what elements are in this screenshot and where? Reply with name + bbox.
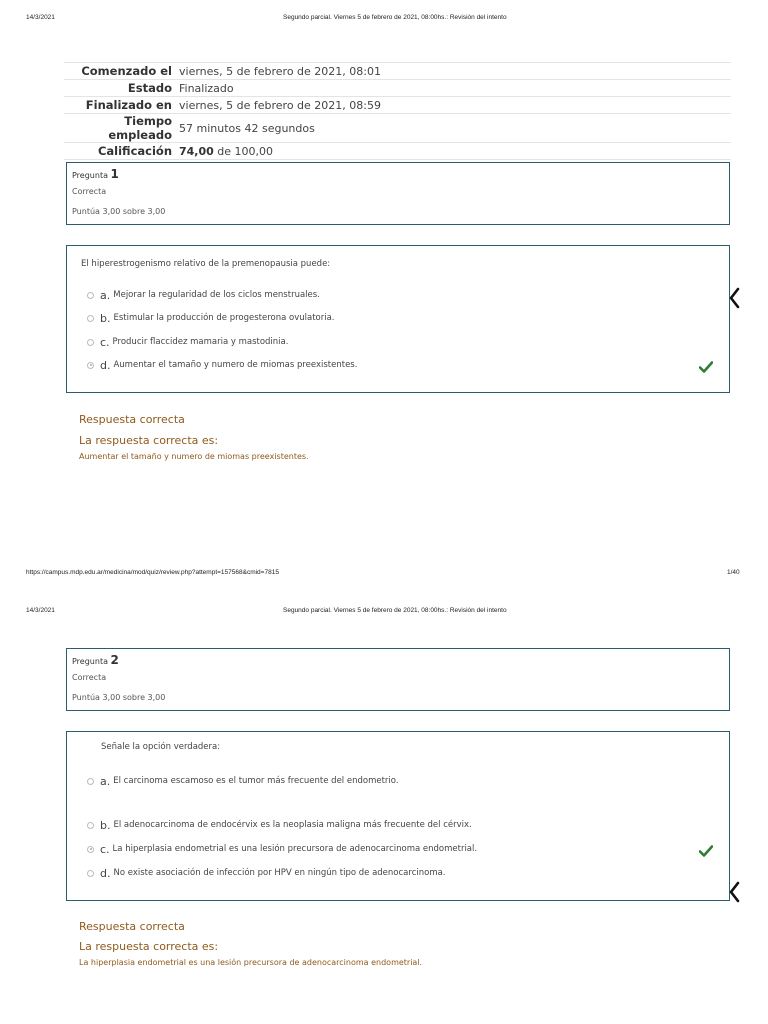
print-header-date: 14/3/2021 <box>26 607 55 614</box>
question-1-option-d[interactable] <box>87 359 357 371</box>
time-label: Tiempo empleado <box>64 114 179 143</box>
option-text: La hiperplasia endometrial es una lesión precursora de adenocarcinoma endometrial. <box>112 844 478 854</box>
question-1-option-c[interactable] <box>87 336 288 348</box>
finished-value: viernes, 5 de febrero de 2021, 08:59 <box>179 97 731 114</box>
option-text: Aumentar el tamaño y numero de miomas preexistentes. <box>113 360 358 370</box>
question-2-text: Señale la opción verdadera: <box>101 742 221 752</box>
question-1-option-a[interactable] <box>87 289 320 301</box>
radio-button[interactable] <box>87 339 94 346</box>
question-nav-toggle-icon[interactable] <box>719 278 749 318</box>
question-number-value: 2 <box>110 653 119 667</box>
question-1-grade: Puntúa 3,00 sobre 3,00 <box>72 207 166 216</box>
radio-button[interactable] <box>87 870 94 877</box>
time-value: 57 minutos 42 segundos <box>179 114 731 143</box>
question-2-option-a[interactable] <box>87 775 399 787</box>
question-2-info <box>66 648 730 711</box>
print-footer-page: 1/40 <box>727 569 740 576</box>
summary-row-grade <box>64 143 731 160</box>
summary-row-finished <box>64 97 731 114</box>
question-1-number <box>72 167 119 181</box>
question-2-feedback-answer: La hiperplasia endometrial es una lesión precursora de adenocarcinoma endometrial. <box>79 958 423 967</box>
state-value: Finalizado <box>179 80 731 97</box>
option-text: Estimular la producción de progesterona ovulatoria. <box>113 313 335 323</box>
option-letter: a. <box>100 288 111 302</box>
question-2-grade: Puntúa 3,00 sobre 3,00 <box>72 693 166 702</box>
option-letter: a. <box>100 774 111 788</box>
grade-label: Calificación <box>64 143 179 160</box>
print-footer-url: https://campus.mdp.edu.ar/medicina/mod/quiz/review.php?attempt=157568&cmid=7815 <box>26 569 279 576</box>
question-2-option-b[interactable] <box>87 819 472 831</box>
grade-value <box>179 143 731 160</box>
question-2-option-d[interactable] <box>87 867 446 879</box>
option-text: No existe asociación de infección por HPV en ningún tipo de adenocarcinoma. <box>113 868 446 878</box>
radio-button[interactable] <box>87 292 94 299</box>
question-2-feedback-status: Respuesta correcta <box>79 920 185 933</box>
print-header-title: Segundo parcial. Viernes 5 de febrero de 2021, 08:00hs.: Revisión del intento <box>283 607 507 614</box>
option-letter: d. <box>100 358 111 372</box>
print-header-title: Segundo parcial. Viernes 5 de febrero de 2021, 08:00hs.: Revisión del intento <box>283 14 507 21</box>
grade-score: 74,00 <box>179 144 214 158</box>
correct-check-icon <box>699 845 713 857</box>
question-nav-toggle-icon[interactable] <box>719 872 749 912</box>
option-text: Producir flaccidez mamaria y mastodinia. <box>112 337 289 347</box>
option-letter: c. <box>100 335 110 349</box>
radio-button[interactable] <box>87 778 94 785</box>
option-text: El adenocarcinoma de endocérvix es la neoplasia maligna más frecuente del cérvix. <box>113 820 472 830</box>
summary-row-state <box>64 80 731 97</box>
option-letter: b. <box>100 818 111 832</box>
print-header-date: 14/3/2021 <box>26 14 55 21</box>
started-label: Comenzado el <box>64 63 179 80</box>
finished-label: Finalizado en <box>64 97 179 114</box>
summary-row-started <box>64 63 731 80</box>
question-1-feedback-label: La respuesta correcta es: <box>79 434 219 447</box>
question-2-number <box>72 653 119 667</box>
state-label: Estado <box>64 80 179 97</box>
question-1-text: El hiperestrogenismo relativo de la premenopausia puede: <box>81 259 331 269</box>
option-letter: b. <box>100 311 111 325</box>
grade-rest: de 100,00 <box>217 144 274 158</box>
question-2-content <box>66 731 730 901</box>
question-2-feedback-label: La respuesta correcta es: <box>79 940 219 953</box>
radio-button[interactable] <box>87 822 94 829</box>
radio-button-selected[interactable] <box>87 846 94 853</box>
question-number-value: 1 <box>110 167 119 181</box>
option-text: El carcinoma escamoso es el tumor más frecuente del endometrio. <box>113 776 399 786</box>
question-1-state: Correcta <box>72 187 107 196</box>
attempt-summary-table <box>64 62 731 160</box>
question-1-content <box>66 245 730 393</box>
question-1-info <box>66 162 730 225</box>
question-1-feedback-status: Respuesta correcta <box>79 413 185 426</box>
radio-button[interactable] <box>87 315 94 322</box>
radio-button-selected[interactable] <box>87 362 94 369</box>
summary-row-time <box>64 114 731 143</box>
question-1-feedback-answer: Aumentar el tamaño y numero de miomas preexistentes. <box>79 452 309 461</box>
question-2-option-c[interactable] <box>87 843 477 855</box>
correct-check-icon <box>699 361 713 373</box>
question-prefix: Pregunta <box>72 171 108 180</box>
option-letter: d. <box>100 866 111 880</box>
option-letter: c. <box>100 842 110 856</box>
started-value: viernes, 5 de febrero de 2021, 08:01 <box>179 63 731 80</box>
question-2-state: Correcta <box>72 673 107 682</box>
question-prefix: Pregunta <box>72 657 108 666</box>
question-1-option-b[interactable] <box>87 312 335 324</box>
option-text: Mejorar la regularidad de los ciclos menstruales. <box>113 290 320 300</box>
